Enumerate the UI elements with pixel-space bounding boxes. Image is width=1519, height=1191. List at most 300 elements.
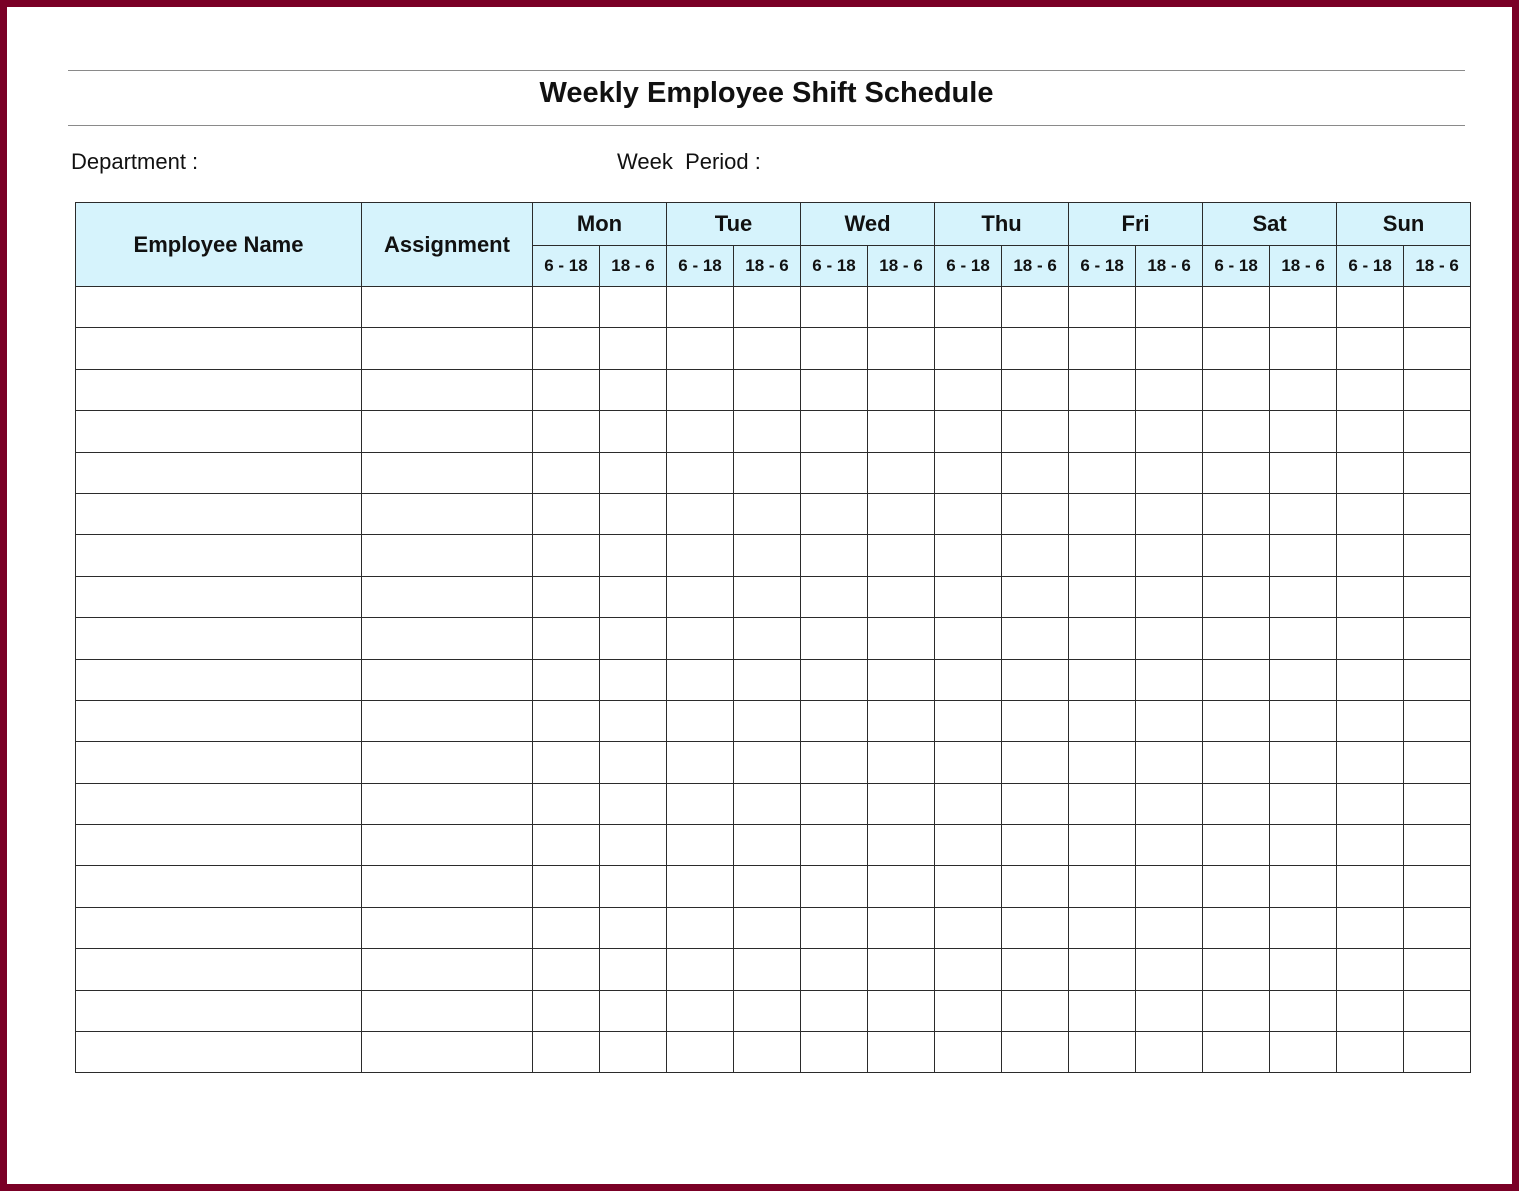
shift-cell-thu-1[interactable]: [935, 576, 1002, 617]
shift-cell-thu-2[interactable]: [1002, 825, 1069, 866]
shift-cell-fri-2[interactable]: [1136, 742, 1203, 783]
shift-cell-tue-1[interactable]: [667, 493, 734, 534]
shift-cell-mon-2[interactable]: [600, 949, 667, 990]
shift-cell-wed-2[interactable]: [868, 742, 935, 783]
shift-cell-sun-2[interactable]: [1404, 618, 1471, 659]
shift-cell-sun-2[interactable]: [1404, 907, 1471, 948]
shift-cell-sun-1[interactable]: [1337, 866, 1404, 907]
shift-cell-wed-1[interactable]: [801, 411, 868, 452]
shift-cell-thu-1[interactable]: [935, 825, 1002, 866]
shift-cell-fri-1[interactable]: [1069, 783, 1136, 824]
shift-cell-sat-2[interactable]: [1270, 907, 1337, 948]
shift-cell-thu-2[interactable]: [1002, 535, 1069, 576]
shift-cell-sat-1[interactable]: [1203, 1032, 1270, 1073]
shift-cell-sat-2[interactable]: [1270, 328, 1337, 369]
shift-cell-sat-2[interactable]: [1270, 493, 1337, 534]
shift-cell-sun-1[interactable]: [1337, 825, 1404, 866]
shift-cell-wed-1[interactable]: [801, 783, 868, 824]
shift-cell-wed-2[interactable]: [868, 411, 935, 452]
shift-cell-sun-1[interactable]: [1337, 411, 1404, 452]
shift-cell-sat-1[interactable]: [1203, 452, 1270, 493]
shift-cell-thu-1[interactable]: [935, 990, 1002, 1031]
shift-cell-tue-2[interactable]: [734, 990, 801, 1031]
shift-cell-thu-1[interactable]: [935, 493, 1002, 534]
shift-cell-thu-2[interactable]: [1002, 866, 1069, 907]
shift-cell-thu-2[interactable]: [1002, 452, 1069, 493]
shift-cell-fri-1[interactable]: [1069, 949, 1136, 990]
employee-name-cell[interactable]: [76, 287, 362, 328]
shift-cell-fri-2[interactable]: [1136, 411, 1203, 452]
shift-cell-wed-1[interactable]: [801, 907, 868, 948]
assignment-cell[interactable]: [362, 328, 533, 369]
shift-cell-wed-2[interactable]: [868, 825, 935, 866]
shift-cell-thu-1[interactable]: [935, 659, 1002, 700]
assignment-cell[interactable]: [362, 783, 533, 824]
shift-cell-mon-2[interactable]: [600, 493, 667, 534]
shift-cell-fri-1[interactable]: [1069, 990, 1136, 1031]
shift-cell-sun-2[interactable]: [1404, 783, 1471, 824]
shift-cell-wed-2[interactable]: [868, 1032, 935, 1073]
shift-cell-sat-1[interactable]: [1203, 825, 1270, 866]
shift-cell-tue-1[interactable]: [667, 742, 734, 783]
shift-cell-mon-1[interactable]: [533, 287, 600, 328]
employee-name-cell[interactable]: [76, 783, 362, 824]
shift-cell-sat-2[interactable]: [1270, 742, 1337, 783]
assignment-cell[interactable]: [362, 411, 533, 452]
shift-cell-thu-2[interactable]: [1002, 990, 1069, 1031]
shift-cell-sun-1[interactable]: [1337, 783, 1404, 824]
shift-cell-tue-1[interactable]: [667, 618, 734, 659]
shift-cell-wed-2[interactable]: [868, 535, 935, 576]
shift-cell-thu-2[interactable]: [1002, 618, 1069, 659]
shift-cell-wed-1[interactable]: [801, 369, 868, 410]
shift-cell-fri-1[interactable]: [1069, 452, 1136, 493]
shift-cell-sun-2[interactable]: [1404, 700, 1471, 741]
shift-cell-fri-2[interactable]: [1136, 452, 1203, 493]
shift-cell-mon-2[interactable]: [600, 576, 667, 617]
shift-cell-mon-2[interactable]: [600, 700, 667, 741]
shift-cell-tue-2[interactable]: [734, 535, 801, 576]
shift-cell-tue-1[interactable]: [667, 369, 734, 410]
shift-cell-mon-1[interactable]: [533, 866, 600, 907]
shift-cell-thu-2[interactable]: [1002, 700, 1069, 741]
shift-cell-sat-2[interactable]: [1270, 576, 1337, 617]
employee-name-cell[interactable]: [76, 576, 362, 617]
shift-cell-tue-1[interactable]: [667, 328, 734, 369]
assignment-cell[interactable]: [362, 576, 533, 617]
assignment-cell[interactable]: [362, 742, 533, 783]
shift-cell-fri-1[interactable]: [1069, 328, 1136, 369]
shift-cell-fri-2[interactable]: [1136, 949, 1203, 990]
shift-cell-mon-2[interactable]: [600, 866, 667, 907]
shift-cell-wed-2[interactable]: [868, 866, 935, 907]
shift-cell-thu-1[interactable]: [935, 783, 1002, 824]
shift-cell-mon-1[interactable]: [533, 328, 600, 369]
shift-cell-tue-1[interactable]: [667, 576, 734, 617]
employee-name-cell[interactable]: [76, 1032, 362, 1073]
shift-cell-tue-2[interactable]: [734, 576, 801, 617]
shift-cell-tue-1[interactable]: [667, 825, 734, 866]
shift-cell-sat-2[interactable]: [1270, 1032, 1337, 1073]
shift-cell-wed-1[interactable]: [801, 949, 868, 990]
shift-cell-fri-2[interactable]: [1136, 659, 1203, 700]
shift-cell-wed-2[interactable]: [868, 287, 935, 328]
shift-cell-sun-1[interactable]: [1337, 452, 1404, 493]
shift-cell-mon-1[interactable]: [533, 907, 600, 948]
shift-cell-mon-1[interactable]: [533, 659, 600, 700]
shift-cell-mon-2[interactable]: [600, 369, 667, 410]
shift-cell-sun-2[interactable]: [1404, 659, 1471, 700]
shift-cell-fri-2[interactable]: [1136, 907, 1203, 948]
shift-cell-sat-2[interactable]: [1270, 452, 1337, 493]
shift-cell-wed-1[interactable]: [801, 700, 868, 741]
shift-cell-sun-2[interactable]: [1404, 990, 1471, 1031]
shift-cell-sun-2[interactable]: [1404, 949, 1471, 990]
shift-cell-fri-2[interactable]: [1136, 576, 1203, 617]
shift-cell-wed-1[interactable]: [801, 535, 868, 576]
shift-cell-sat-1[interactable]: [1203, 990, 1270, 1031]
shift-cell-mon-2[interactable]: [600, 411, 667, 452]
shift-cell-mon-2[interactable]: [600, 907, 667, 948]
shift-cell-wed-1[interactable]: [801, 618, 868, 659]
assignment-cell[interactable]: [362, 907, 533, 948]
shift-cell-mon-1[interactable]: [533, 535, 600, 576]
shift-cell-wed-1[interactable]: [801, 493, 868, 534]
shift-cell-mon-2[interactable]: [600, 783, 667, 824]
shift-cell-thu-2[interactable]: [1002, 1032, 1069, 1073]
shift-cell-tue-1[interactable]: [667, 287, 734, 328]
shift-cell-wed-1[interactable]: [801, 452, 868, 493]
shift-cell-sat-1[interactable]: [1203, 783, 1270, 824]
shift-cell-wed-2[interactable]: [868, 783, 935, 824]
shift-cell-mon-2[interactable]: [600, 287, 667, 328]
employee-name-cell[interactable]: [76, 452, 362, 493]
shift-cell-fri-2[interactable]: [1136, 990, 1203, 1031]
shift-cell-tue-2[interactable]: [734, 700, 801, 741]
shift-cell-tue-2[interactable]: [734, 452, 801, 493]
shift-cell-thu-2[interactable]: [1002, 287, 1069, 328]
shift-cell-wed-2[interactable]: [868, 576, 935, 617]
shift-cell-fri-2[interactable]: [1136, 700, 1203, 741]
shift-cell-thu-1[interactable]: [935, 369, 1002, 410]
employee-name-cell[interactable]: [76, 369, 362, 410]
shift-cell-sun-1[interactable]: [1337, 990, 1404, 1031]
shift-cell-sat-2[interactable]: [1270, 990, 1337, 1031]
assignment-cell[interactable]: [362, 493, 533, 534]
shift-cell-fri-1[interactable]: [1069, 742, 1136, 783]
shift-cell-fri-2[interactable]: [1136, 535, 1203, 576]
shift-cell-sat-2[interactable]: [1270, 825, 1337, 866]
shift-cell-mon-1[interactable]: [533, 949, 600, 990]
shift-cell-tue-2[interactable]: [734, 618, 801, 659]
employee-name-cell[interactable]: [76, 618, 362, 659]
shift-cell-sun-2[interactable]: [1404, 369, 1471, 410]
shift-cell-wed-1[interactable]: [801, 1032, 868, 1073]
shift-cell-mon-1[interactable]: [533, 990, 600, 1031]
employee-name-cell[interactable]: [76, 535, 362, 576]
shift-cell-fri-1[interactable]: [1069, 659, 1136, 700]
shift-cell-mon-1[interactable]: [533, 452, 600, 493]
shift-cell-sun-1[interactable]: [1337, 535, 1404, 576]
shift-cell-sun-2[interactable]: [1404, 742, 1471, 783]
shift-cell-tue-1[interactable]: [667, 659, 734, 700]
shift-cell-sun-1[interactable]: [1337, 328, 1404, 369]
employee-name-cell[interactable]: [76, 659, 362, 700]
shift-cell-mon-1[interactable]: [533, 576, 600, 617]
shift-cell-thu-1[interactable]: [935, 618, 1002, 659]
shift-cell-thu-1[interactable]: [935, 1032, 1002, 1073]
shift-cell-mon-2[interactable]: [600, 742, 667, 783]
shift-cell-mon-1[interactable]: [533, 742, 600, 783]
shift-cell-mon-1[interactable]: [533, 783, 600, 824]
shift-cell-fri-2[interactable]: [1136, 618, 1203, 659]
shift-cell-sat-1[interactable]: [1203, 742, 1270, 783]
shift-cell-sat-1[interactable]: [1203, 328, 1270, 369]
shift-cell-thu-2[interactable]: [1002, 659, 1069, 700]
shift-cell-sun-1[interactable]: [1337, 618, 1404, 659]
shift-cell-mon-2[interactable]: [600, 328, 667, 369]
shift-cell-mon-1[interactable]: [533, 369, 600, 410]
shift-cell-fri-2[interactable]: [1136, 328, 1203, 369]
shift-cell-tue-1[interactable]: [667, 949, 734, 990]
shift-cell-sun-2[interactable]: [1404, 1032, 1471, 1073]
shift-cell-tue-1[interactable]: [667, 866, 734, 907]
shift-cell-sun-2[interactable]: [1404, 825, 1471, 866]
shift-cell-sun-2[interactable]: [1404, 328, 1471, 369]
shift-cell-sun-1[interactable]: [1337, 493, 1404, 534]
employee-name-cell[interactable]: [76, 866, 362, 907]
shift-cell-tue-2[interactable]: [734, 411, 801, 452]
assignment-cell[interactable]: [362, 618, 533, 659]
shift-cell-thu-2[interactable]: [1002, 328, 1069, 369]
shift-cell-tue-2[interactable]: [734, 742, 801, 783]
shift-cell-thu-1[interactable]: [935, 907, 1002, 948]
employee-name-cell[interactable]: [76, 493, 362, 534]
shift-cell-tue-2[interactable]: [734, 907, 801, 948]
shift-cell-sun-1[interactable]: [1337, 659, 1404, 700]
shift-cell-sat-1[interactable]: [1203, 700, 1270, 741]
employee-name-cell[interactable]: [76, 949, 362, 990]
shift-cell-sat-2[interactable]: [1270, 535, 1337, 576]
assignment-cell[interactable]: [362, 369, 533, 410]
shift-cell-sat-2[interactable]: [1270, 411, 1337, 452]
shift-cell-thu-2[interactable]: [1002, 742, 1069, 783]
shift-cell-wed-1[interactable]: [801, 576, 868, 617]
shift-cell-sun-2[interactable]: [1404, 452, 1471, 493]
shift-cell-tue-1[interactable]: [667, 990, 734, 1031]
shift-cell-tue-1[interactable]: [667, 700, 734, 741]
shift-cell-fri-2[interactable]: [1136, 825, 1203, 866]
employee-name-cell[interactable]: [76, 411, 362, 452]
shift-cell-fri-2[interactable]: [1136, 866, 1203, 907]
shift-cell-sat-1[interactable]: [1203, 949, 1270, 990]
shift-cell-tue-2[interactable]: [734, 493, 801, 534]
assignment-cell[interactable]: [362, 866, 533, 907]
employee-name-cell[interactable]: [76, 907, 362, 948]
shift-cell-tue-2[interactable]: [734, 783, 801, 824]
shift-cell-tue-2[interactable]: [734, 866, 801, 907]
shift-cell-wed-2[interactable]: [868, 493, 935, 534]
shift-cell-thu-2[interactable]: [1002, 907, 1069, 948]
shift-cell-thu-1[interactable]: [935, 866, 1002, 907]
shift-cell-fri-1[interactable]: [1069, 1032, 1136, 1073]
shift-cell-tue-2[interactable]: [734, 369, 801, 410]
shift-cell-thu-1[interactable]: [935, 287, 1002, 328]
shift-cell-wed-1[interactable]: [801, 825, 868, 866]
shift-cell-sat-2[interactable]: [1270, 949, 1337, 990]
shift-cell-sat-1[interactable]: [1203, 576, 1270, 617]
shift-cell-thu-2[interactable]: [1002, 576, 1069, 617]
shift-cell-fri-1[interactable]: [1069, 907, 1136, 948]
shift-cell-sat-1[interactable]: [1203, 618, 1270, 659]
shift-cell-fri-2[interactable]: [1136, 369, 1203, 410]
shift-cell-tue-2[interactable]: [734, 825, 801, 866]
shift-cell-sun-2[interactable]: [1404, 411, 1471, 452]
shift-cell-mon-2[interactable]: [600, 1032, 667, 1073]
assignment-cell[interactable]: [362, 949, 533, 990]
shift-cell-tue-1[interactable]: [667, 1032, 734, 1073]
shift-cell-sun-1[interactable]: [1337, 1032, 1404, 1073]
assignment-cell[interactable]: [362, 535, 533, 576]
shift-cell-sun-2[interactable]: [1404, 535, 1471, 576]
shift-cell-fri-1[interactable]: [1069, 369, 1136, 410]
employee-name-cell[interactable]: [76, 825, 362, 866]
shift-cell-fri-1[interactable]: [1069, 535, 1136, 576]
shift-cell-fri-2[interactable]: [1136, 287, 1203, 328]
shift-cell-wed-1[interactable]: [801, 659, 868, 700]
shift-cell-thu-1[interactable]: [935, 452, 1002, 493]
shift-cell-wed-2[interactable]: [868, 452, 935, 493]
shift-cell-tue-2[interactable]: [734, 328, 801, 369]
shift-cell-tue-2[interactable]: [734, 287, 801, 328]
shift-cell-tue-1[interactable]: [667, 411, 734, 452]
shift-cell-wed-2[interactable]: [868, 369, 935, 410]
assignment-cell[interactable]: [362, 287, 533, 328]
shift-cell-fri-2[interactable]: [1136, 493, 1203, 534]
employee-name-cell[interactable]: [76, 990, 362, 1031]
shift-cell-wed-1[interactable]: [801, 866, 868, 907]
shift-cell-wed-2[interactable]: [868, 949, 935, 990]
shift-cell-sun-1[interactable]: [1337, 369, 1404, 410]
shift-cell-sun-2[interactable]: [1404, 493, 1471, 534]
shift-cell-fri-1[interactable]: [1069, 493, 1136, 534]
assignment-cell[interactable]: [362, 700, 533, 741]
assignment-cell[interactable]: [362, 990, 533, 1031]
shift-cell-tue-1[interactable]: [667, 535, 734, 576]
shift-cell-tue-1[interactable]: [667, 907, 734, 948]
shift-cell-fri-1[interactable]: [1069, 825, 1136, 866]
shift-cell-thu-2[interactable]: [1002, 369, 1069, 410]
shift-cell-sun-1[interactable]: [1337, 742, 1404, 783]
shift-cell-mon-2[interactable]: [600, 618, 667, 659]
shift-cell-sat-2[interactable]: [1270, 618, 1337, 659]
shift-cell-sat-2[interactable]: [1270, 783, 1337, 824]
shift-cell-wed-1[interactable]: [801, 990, 868, 1031]
shift-cell-mon-1[interactable]: [533, 618, 600, 659]
shift-cell-sun-2[interactable]: [1404, 866, 1471, 907]
shift-cell-sat-1[interactable]: [1203, 411, 1270, 452]
shift-cell-sat-1[interactable]: [1203, 535, 1270, 576]
shift-cell-sat-1[interactable]: [1203, 907, 1270, 948]
assignment-cell[interactable]: [362, 1032, 533, 1073]
shift-cell-wed-2[interactable]: [868, 618, 935, 659]
assignment-cell[interactable]: [362, 825, 533, 866]
shift-cell-wed-1[interactable]: [801, 742, 868, 783]
shift-cell-fri-1[interactable]: [1069, 411, 1136, 452]
shift-cell-mon-1[interactable]: [533, 493, 600, 534]
shift-cell-thu-1[interactable]: [935, 411, 1002, 452]
shift-cell-wed-1[interactable]: [801, 287, 868, 328]
shift-cell-wed-1[interactable]: [801, 328, 868, 369]
employee-name-cell[interactable]: [76, 328, 362, 369]
shift-cell-thu-2[interactable]: [1002, 493, 1069, 534]
shift-cell-sun-2[interactable]: [1404, 576, 1471, 617]
shift-cell-mon-2[interactable]: [600, 990, 667, 1031]
shift-cell-sat-2[interactable]: [1270, 659, 1337, 700]
shift-cell-fri-1[interactable]: [1069, 576, 1136, 617]
employee-name-cell[interactable]: [76, 742, 362, 783]
shift-cell-wed-2[interactable]: [868, 907, 935, 948]
shift-cell-sun-1[interactable]: [1337, 700, 1404, 741]
shift-cell-sat-1[interactable]: [1203, 287, 1270, 328]
shift-cell-fri-2[interactable]: [1136, 783, 1203, 824]
shift-cell-tue-2[interactable]: [734, 659, 801, 700]
shift-cell-wed-2[interactable]: [868, 659, 935, 700]
shift-cell-sat-1[interactable]: [1203, 493, 1270, 534]
shift-cell-sun-1[interactable]: [1337, 949, 1404, 990]
shift-cell-thu-1[interactable]: [935, 328, 1002, 369]
shift-cell-tue-2[interactable]: [734, 1032, 801, 1073]
shift-cell-thu-1[interactable]: [935, 535, 1002, 576]
shift-cell-mon-2[interactable]: [600, 659, 667, 700]
shift-cell-fri-2[interactable]: [1136, 1032, 1203, 1073]
shift-cell-sat-2[interactable]: [1270, 287, 1337, 328]
shift-cell-mon-1[interactable]: [533, 825, 600, 866]
shift-cell-fri-1[interactable]: [1069, 287, 1136, 328]
shift-cell-mon-1[interactable]: [533, 411, 600, 452]
shift-cell-thu-1[interactable]: [935, 949, 1002, 990]
shift-cell-sun-2[interactable]: [1404, 287, 1471, 328]
shift-cell-tue-2[interactable]: [734, 949, 801, 990]
shift-cell-fri-1[interactable]: [1069, 700, 1136, 741]
assignment-cell[interactable]: [362, 659, 533, 700]
employee-name-cell[interactable]: [76, 700, 362, 741]
shift-cell-sat-2[interactable]: [1270, 700, 1337, 741]
assignment-cell[interactable]: [362, 452, 533, 493]
shift-cell-fri-1[interactable]: [1069, 866, 1136, 907]
shift-cell-mon-2[interactable]: [600, 535, 667, 576]
shift-cell-wed-2[interactable]: [868, 328, 935, 369]
shift-cell-sun-1[interactable]: [1337, 287, 1404, 328]
shift-cell-thu-2[interactable]: [1002, 949, 1069, 990]
shift-cell-sat-1[interactable]: [1203, 866, 1270, 907]
shift-cell-mon-2[interactable]: [600, 452, 667, 493]
shift-cell-thu-1[interactable]: [935, 700, 1002, 741]
shift-cell-sat-2[interactable]: [1270, 369, 1337, 410]
shift-cell-thu-2[interactable]: [1002, 783, 1069, 824]
shift-cell-sat-1[interactable]: [1203, 659, 1270, 700]
shift-cell-fri-1[interactable]: [1069, 618, 1136, 659]
shift-cell-sat-1[interactable]: [1203, 369, 1270, 410]
shift-cell-mon-2[interactable]: [600, 825, 667, 866]
shift-cell-thu-1[interactable]: [935, 742, 1002, 783]
shift-cell-sat-2[interactable]: [1270, 866, 1337, 907]
shift-cell-sun-1[interactable]: [1337, 907, 1404, 948]
shift-cell-tue-1[interactable]: [667, 783, 734, 824]
shift-cell-sun-1[interactable]: [1337, 576, 1404, 617]
shift-cell-wed-2[interactable]: [868, 990, 935, 1031]
shift-cell-thu-2[interactable]: [1002, 411, 1069, 452]
